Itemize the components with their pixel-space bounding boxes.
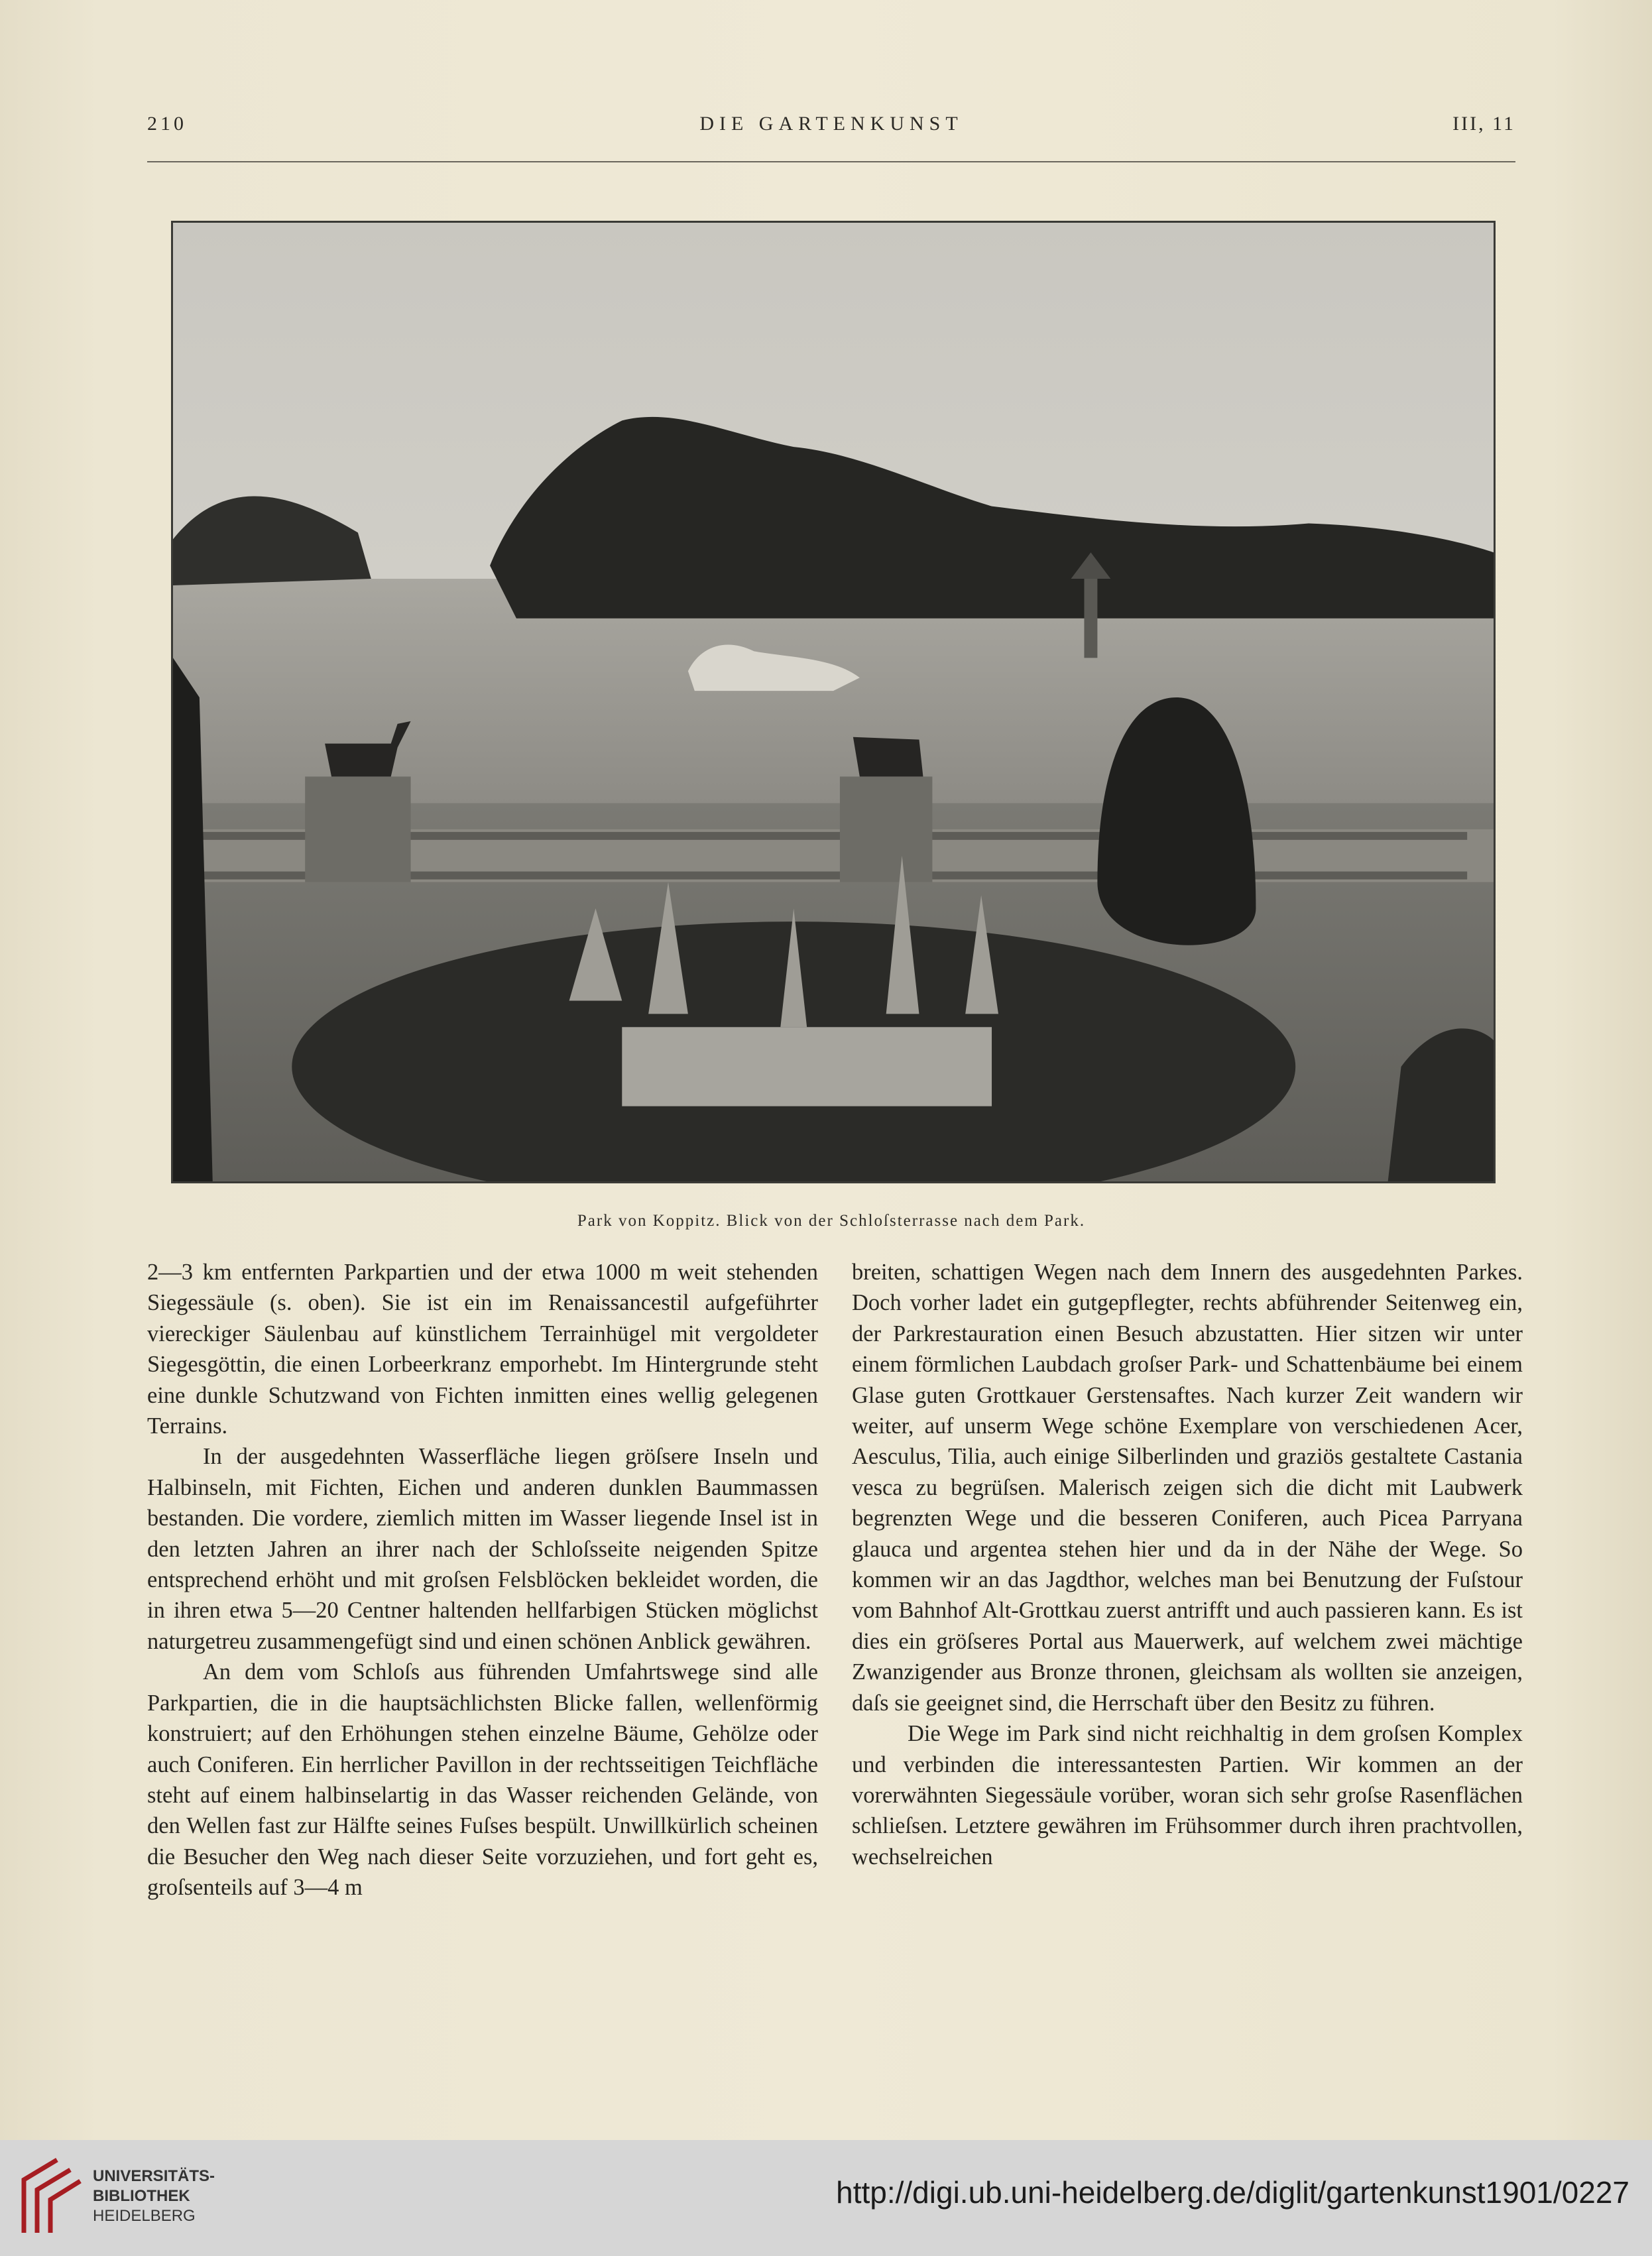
paragraph: In der ausgedehnten Wasserfläche liegen gröſsere Inseln und Halbinseln, mit Fichten, Eichen und anderen dunklen Baummassen bestanden. Die vordere, ziemlich mitten im Wasser liegende Insel ist in den letzten Jahren an ihrer nach der Schloſsseite neigenden Spitze entsprechend erhöht und mit groſsen Felsblöcken bekleidet worden, die in ihren etwa 5—20 Centner haltenden hellfarbigen Stücken möglichst naturgetreu zusammengefügt sind und einen schönen Anblick gewähren.: [147, 1444, 818, 1654]
permalink-url[interactable]: http://digi.ub.uni-heidelberg.de/diglit/gartenkunst1901/0227: [836, 2175, 1629, 2210]
library-name-line: HEIDELBERG: [93, 2207, 196, 2225]
volume-number: III, 11: [1452, 113, 1515, 135]
journal-title: DIE GARTENKUNST: [699, 113, 963, 135]
paragraph: Die Wege im Park sind nicht reichhaltig in dem groſsen Komplex und verbinden die interessantesten Partien. Wir kommen an der vorerwähnten Siegessäule vorüber, woran sich sehr groſse Rasenflächen schlieſsen. Letztere gewähren im Frühsommer durch ihren prachtvollen, wechselreichen: [852, 1721, 1523, 1870]
university-library-logo-icon: [17, 2153, 84, 2239]
library-name-line: BIBLIOTHEK: [93, 2187, 190, 2205]
page-number: 210: [147, 113, 187, 135]
paragraph: 2—3 km entfernten Parkpartien und der etwa 1000 m weit stehenden Siegessäule (s. oben). Sie ist ein im Renaissancestil aufgeführter viereckiger Säulenbau auf künstlichem Terrainhügel mit vergoldeter Siegesgöttin, die einen Lorbeerkranz emporhebt. Im Hintergrunde steht eine dunkle Schutzwand von Fichten inmitten eines wellig gelegenen Terrains.: [147, 1260, 818, 1439]
right-text-column: [852, 1257, 1523, 1872]
paragraph: An dem vom Schloſs aus führenden Umfahrtswege sind alle Parkpartien, die in die hauptsächlichsten Blicke fallen, wellenförmig konstruiert; auf den Erhöhungen stehen einzelne Bäume, Gehölze oder auch Coniferen. Ein herrlicher Pavillon in der rechtsseitigen Teichfläche steht auf einem halbinselartig in das Wasser reichenden Gelände, von den Wellen fast zur Hälfte seines Fuſses bespült. Unwillkürlich scheinen die Besucher den Weg nach dieser Seite vorzuziehen, und fort geht es, groſsenteils auf 3—4 m: [147, 1659, 818, 1901]
park-photograph: [171, 221, 1496, 1183]
library-name: [93, 2167, 215, 2226]
figure-caption: Park von Koppitz. Blick von der Schloſsterrasse nach dem Park.: [577, 1212, 1086, 1230]
paragraph: breiten, schattigen Wegen nach dem Innern des ausgedehnten Parkes. Doch vorher ladet ein gutgepflegter, rechts abführender Seitenweg ein, der Parkrestauration einen Besuch abzustatten. Hier sitzen wir unter einem förmlichen Laubdach groſser Park- und Schattenbäume bei einem Glase guten Grottkauer Gerstensaftes. Nach kurzer Zeit wandern wir weiter, auf unserm Wege schöne Exemplare von verschiedenen Acer, Aesculus, Tilia, auch einige Silberlinden und graziös gestaltete Castania vesca zu begrüſsen. Malerisch zeigen sich die dicht mit Laubwerk begrenzten Wege und die besseren Coniferen, auch Picea Parryana glauca und argentea stehen hier und da in der Nähe der Wege. So kommen wir an das Jagdthor, welches man bei Benutzung der Fuſstour vom Bahnhof Alt-Grottkau zuerst antrifft und auch passieren kann. Es ist dies ein gröſseres Portal aus Mauerwerk, auf welchem zwei mächtige Zwanzigender aus Bronze thronen, gleichsam als wollten sie anzeigen, daſs sie geeignet sind, die Herrschaft über den Besitz zu führen.: [852, 1260, 1523, 1716]
left-text-column: [147, 1257, 818, 1903]
library-name-line: UNIVERSITÄTS-: [93, 2167, 215, 2185]
park-photo-illustration: [173, 223, 1494, 1181]
digitization-footer: [0, 2140, 1652, 2256]
header-rule: [147, 161, 1515, 162]
running-header: [147, 113, 1515, 146]
